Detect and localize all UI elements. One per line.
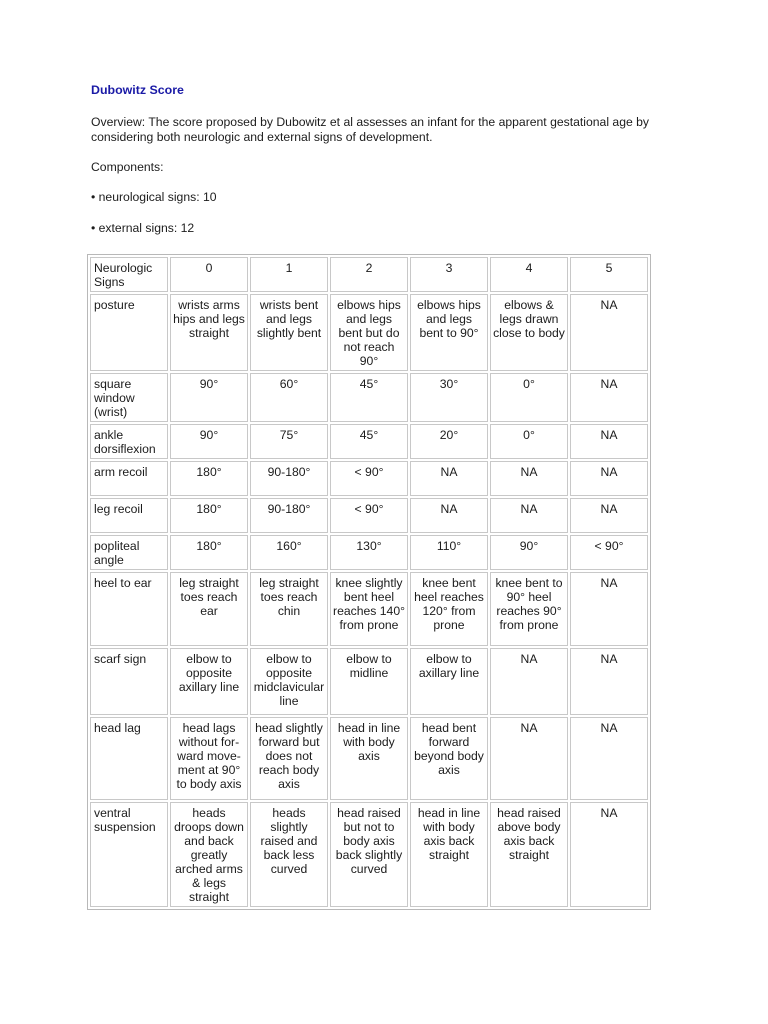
score-2-cell: elbow to midline (330, 648, 408, 715)
score-2-cell: 45° (330, 424, 408, 459)
score-5-cell: NA (570, 498, 648, 533)
score-3-cell: knee bent heel reaches 120° from prone (410, 572, 488, 646)
header-cell-score-3: 3 (410, 257, 488, 292)
score-5-cell: NA (570, 802, 648, 907)
table-row (90, 294, 648, 371)
score-3-cell: 20° (410, 424, 488, 459)
table-row (90, 717, 648, 800)
table-body (90, 257, 648, 907)
header-cell-score-2: 2 (330, 257, 408, 292)
row-label-cell: ventral suspension (90, 802, 168, 907)
row-label-cell: scarf sign (90, 648, 168, 715)
bullet-neurological-signs: • neurological signs: 10 (91, 190, 217, 204)
table-row (90, 535, 648, 570)
score-5-cell: NA (570, 717, 648, 800)
score-0-cell: wrists arms hips and legs straight (170, 294, 248, 371)
score-4-cell: head raised above body axis back straight (490, 802, 568, 907)
header-cell-score-4: 4 (490, 257, 568, 292)
row-label-cell: popliteal angle (90, 535, 168, 570)
score-4-cell: NA (490, 498, 568, 533)
score-4-cell: elbows & legs drawn close to body (490, 294, 568, 371)
score-2-cell: < 90° (330, 461, 408, 496)
table-row (90, 572, 648, 646)
score-4-cell: knee bent to 90° heel reaches 90° from prone (490, 572, 568, 646)
score-0-cell: 180° (170, 498, 248, 533)
header-cell-score-0: 0 (170, 257, 248, 292)
score-5-cell: NA (570, 461, 648, 496)
overview-paragraph: Overview: The score proposed by Dubowitz et al assesses an infant for the apparent gestational age by considering both neurologic and external signs of development. (91, 115, 650, 144)
components-label: Components: (91, 160, 164, 174)
row-label-cell: head lag (90, 717, 168, 800)
row-label-cell: ankle dorsiflexion (90, 424, 168, 459)
header-cell-signs: Neurologic Signs (90, 257, 168, 292)
score-0-cell: head lags without for-ward move-ment at 90° to body axis (170, 717, 248, 800)
score-5-cell: NA (570, 648, 648, 715)
score-4-cell: 0° (490, 373, 568, 422)
row-label-cell: square window (wrist) (90, 373, 168, 422)
score-2-cell: 45° (330, 373, 408, 422)
table-row (90, 373, 648, 422)
score-3-cell: elbow to axillary line (410, 648, 488, 715)
score-2-cell: head raised but not to body axis back slightly curved (330, 802, 408, 907)
score-1-cell: elbow to opposite midclavicular line (250, 648, 328, 715)
score-4-cell: NA (490, 648, 568, 715)
document-body (91, 83, 691, 236)
score-1-cell: 160° (250, 535, 328, 570)
score-5-cell: NA (570, 424, 648, 459)
score-3-cell: NA (410, 498, 488, 533)
score-0-cell: elbow to opposite axillary line (170, 648, 248, 715)
score-0-cell: 90° (170, 424, 248, 459)
score-4-cell: NA (490, 717, 568, 800)
score-1-cell: 75° (250, 424, 328, 459)
header-cell-score-1: 1 (250, 257, 328, 292)
score-1-cell: 60° (250, 373, 328, 422)
score-2-cell: knee slightly bent heel reaches 140° from prone (330, 572, 408, 646)
score-2-cell: head in line with body axis (330, 717, 408, 800)
score-1-cell: 90-180° (250, 461, 328, 496)
header-cell-score-5: 5 (570, 257, 648, 292)
document-title: Dubowitz Score (91, 83, 184, 97)
score-1-cell: heads slightly raised and back less curved (250, 802, 328, 907)
score-5-cell: NA (570, 294, 648, 371)
score-1-cell: leg straight toes reach chin (250, 572, 328, 646)
score-5-cell: < 90° (570, 535, 648, 570)
table-row (90, 424, 648, 459)
score-0-cell: 90° (170, 373, 248, 422)
score-4-cell: 0° (490, 424, 568, 459)
score-1-cell: 90-180° (250, 498, 328, 533)
row-label-cell: posture (90, 294, 168, 371)
score-5-cell: NA (570, 373, 648, 422)
score-3-cell: NA (410, 461, 488, 496)
score-0-cell: heads droops down and back greatly arched arms & legs straight (170, 802, 248, 907)
score-3-cell: 110° (410, 535, 488, 570)
score-2-cell: < 90° (330, 498, 408, 533)
score-2-cell: elbows hips and legs bent but do not reach 90° (330, 294, 408, 371)
row-label-cell: arm recoil (90, 461, 168, 496)
score-4-cell: 90° (490, 535, 568, 570)
row-label-cell: heel to ear (90, 572, 168, 646)
score-3-cell: elbows hips and legs bent to 90° (410, 294, 488, 371)
neurologic-signs-table (87, 254, 651, 910)
score-5-cell: NA (570, 572, 648, 646)
score-1-cell: head slightly forward but does not reach body axis (250, 717, 328, 800)
bullet-external-signs: • external signs: 12 (91, 221, 195, 235)
table-row (90, 498, 648, 533)
score-3-cell: 30° (410, 373, 488, 422)
score-3-cell: head in line with body axis back straight (410, 802, 488, 907)
score-2-cell: 130° (330, 535, 408, 570)
table-row (90, 802, 648, 907)
score-0-cell: 180° (170, 461, 248, 496)
table-row (90, 648, 648, 715)
score-0-cell: leg straight toes reach ear (170, 572, 248, 646)
table-row (90, 461, 648, 496)
score-3-cell: head bent forward beyond body axis (410, 717, 488, 800)
score-1-cell: wrists bent and legs slightly bent (250, 294, 328, 371)
row-label-cell: leg recoil (90, 498, 168, 533)
score-4-cell: NA (490, 461, 568, 496)
score-0-cell: 180° (170, 535, 248, 570)
table-header-row (90, 257, 648, 292)
